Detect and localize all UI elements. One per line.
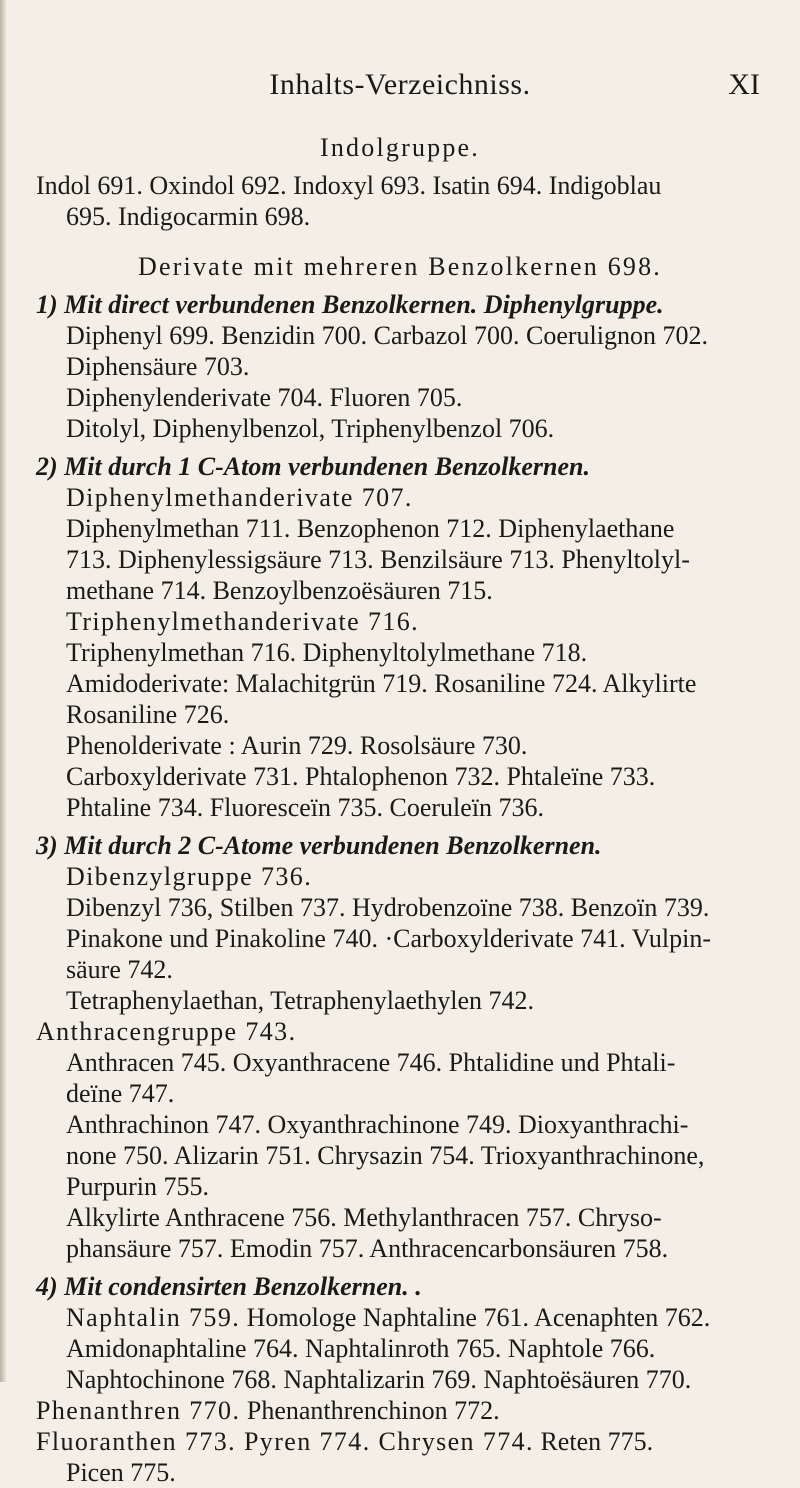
toc-line: methane 714. Benzoylbenzoësäuren 715. [66,576,493,605]
group-heading: Naphtalin 759. [66,1303,241,1332]
toc-line: Anthrachinon 747. Oxyanthrachinone 749. Dioxyanthrachi- [66,1110,689,1139]
toc-line: Diphenyl 699. Benzidin 700. Carbazol 700. Coerulignon 702. [66,321,708,350]
toc-line: Tetraphenylaethan, Tetraphenylaethylen 742. [66,986,535,1015]
group-heading: Triphenylmethanderivate 716. [66,607,420,636]
toc-line: Alkylirte Anthracene 756. Methylanthracen 757. Chryso- [66,1203,662,1232]
toc-line [0,1395,800,1426]
toc-line: Anthracen 745. Oxyanthracene 746. Phtalidine und Phtali- [66,1048,676,1077]
group-heading: Diphenylmethanderivate 707. [66,483,413,512]
toc-text: Reten 775. [533,1427,654,1456]
toc-line: Ditolyl, Diphenylbenzol, Triphenylbenzol 706. [66,414,555,443]
toc-line [0,1302,800,1333]
toc-line: Amidoderivate: Malachitgrün 719. Rosaniline 724. Alkylirte [66,669,697,698]
subsection-heading-3: 3) Mit durch 2 C-Atome verbundenen Benzolkernen. [36,831,602,860]
toc-line: Pinakone und Pinakoline 740. ·Carboxylderivate 741. Vulpin- [66,924,711,953]
subsection-heading-4: 4) Mit condensirten Benzolkernen. . [36,1272,422,1301]
toc-line: none 750. Alizarin 751. Chrysazin 754. Trioxyanthrachinone, [66,1141,705,1170]
toc-line: 713. Diphenylessigsäure 713. Benzilsäure 713. Phenyltolyl- [66,545,690,574]
toc-text: Phenanthrenchinon 772. [240,1396,500,1425]
page-header [0,68,800,108]
toc-content [0,132,800,1488]
toc-line: Dibenzyl 736, Stilben 737. Hydrobenzoïne 738. Benzoïn 739. [66,893,710,922]
toc-line: Naphtochinone 768. Naphtalizarin 769. Naphtoësäuren 770. [66,1365,692,1394]
toc-line: phansäure 757. Emodin 757. Anthracencarbonsäuren 758. [66,1234,669,1263]
group-heading: Dibenzylgruppe 736. [66,862,313,891]
toc-line: Triphenylmethan 716. Diphenyltolylmethane 718. [66,638,588,667]
toc-line: Carboxylderivate 731. Phtalophenon 732. Phtaleïne 733. [66,762,656,791]
section-heading-derivate: Derivate mit mehreren Benzolkernen 698. [137,252,663,281]
group-heading: Phenanthren 770. [36,1396,241,1425]
toc-line [0,1426,800,1457]
group-heading: Fluoranthen 773. Pyren 774. Chrysen 774. [36,1427,534,1456]
subsection-heading-1: 1) Mit direct verbundenen Benzolkernen. Diphenylgruppe. [36,290,664,319]
toc-line: säure 742. [66,955,173,984]
section-heading-indol: Indolgruppe. [320,133,480,162]
subsection-heading-2: 2) Mit durch 1 C-Atom verbundenen Benzolkernen. [36,452,591,481]
toc-line: Picen 775. [66,1458,176,1487]
toc-line: Amidonaphtaline 764. Naphtalinroth 765. Naphtole 766. [66,1334,656,1363]
toc-text: Homologe Naphtaline 761. Acenaphten 762. [240,1303,711,1332]
toc-line: deïne 747. [66,1079,175,1108]
toc-line: Diphenylenderivate 704. Fluoren 705. [66,383,463,412]
toc-line: Diphensäure 703. [66,352,250,381]
page-number: XI [728,68,760,101]
toc-line: Diphenylmethan 711. Benzophenon 712. Diphenylaethane [66,514,675,543]
toc-line: Indol 691. Oxindol 692. Indoxyl 693. Isatin 694. Indigoblau [36,171,662,200]
toc-line: Phtaline 734. Fluoresceïn 735. Coeruleïn 736. [66,793,545,822]
toc-line: Rosaniline 726. [66,700,230,729]
group-heading: Anthracengruppe 743. [36,1017,297,1046]
toc-line: 695. Indigocarmin 698. [66,202,311,231]
toc-line: Phenolderivate : Aurin 729. Rosolsäure 730. [66,731,528,760]
toc-line: Purpurin 755. [66,1172,209,1201]
running-title: Inhalts-Verzeichniss. [269,68,531,101]
